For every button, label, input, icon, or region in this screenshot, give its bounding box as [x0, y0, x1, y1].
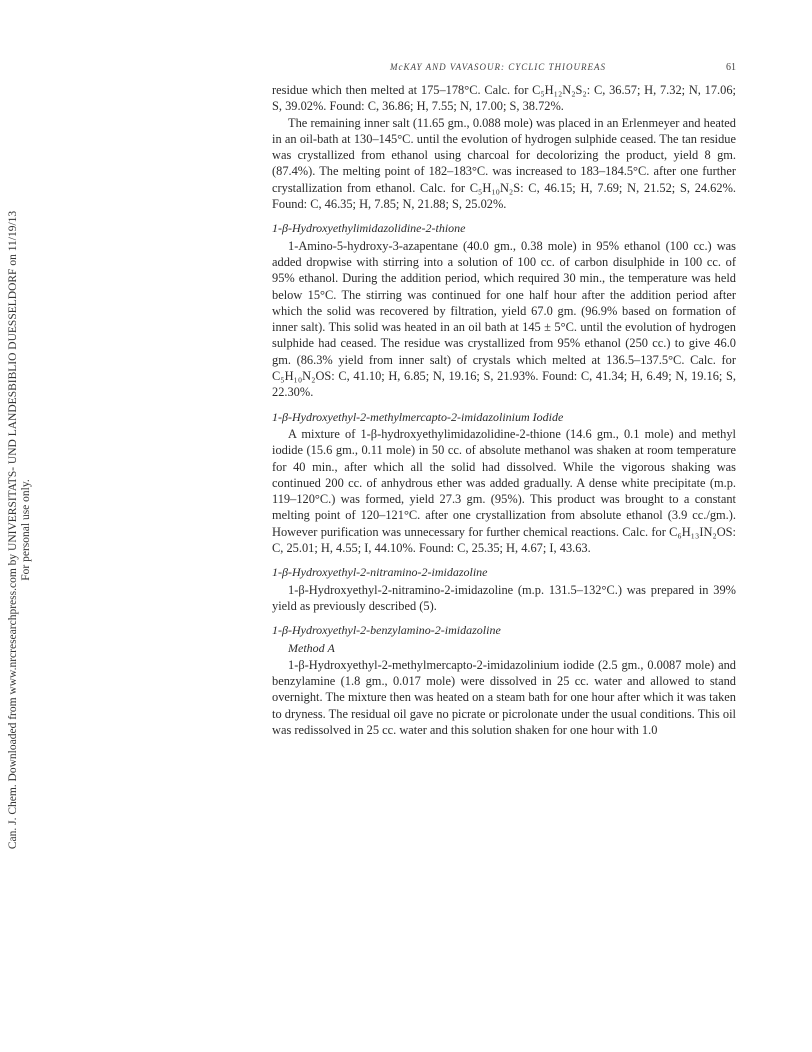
paragraph-nitramino: 1-β-Hydroxyethyl-2-nitramino-2-imidazoline (m.p. 131.5–132°C.) was prepared in 39% yield as previously described (5). — [272, 582, 736, 613]
watermark-text — [7, 211, 33, 849]
article-body — [272, 82, 736, 738]
page-number: 61 — [726, 62, 736, 73]
section-heading-thione: 1-β-Hydroxyethylimidazolidine-2-thione — [272, 221, 466, 236]
running-head: McKAY AND VAVASOUR: CYCLIC THIOUREAS — [390, 62, 607, 72]
method-heading: Method A — [288, 640, 335, 655]
paragraph-inner-salt: The remaining inner salt (11.65 gm., 0.088 mole) was placed in an Erlenmeyer and heated in an oil-bath at 130–145°C. until the evolution of hydrogen sulphide ceased. The tan residue was crystallized from ethanol using charcoal for decolorizing the product, yield 8 gm. (87.4%). The melting point of 182–183°C. was increased to 183–184.5°C. after one further crystallization from ethanol. Calc. for C₅H₁₀N₂S: C, 46.15; H, 7.69; N, 21.52; S, 24.62%. Found: C, 46.35; H, 7.85; N, 21.88; S, 25.02%. — [272, 115, 736, 212]
section-heading-nitramino: 1-β-Hydroxyethyl-2-nitramino-2-imidazoline — [272, 565, 488, 580]
section-heading-benzylamino: 1-β-Hydroxyethyl-2-benzylamino-2-imidazoline — [272, 623, 501, 638]
section-heading-iodide: 1-β-Hydroxyethyl-2-methylmercapto-2-imidazolinium Iodide — [272, 409, 564, 424]
paragraph-method-a: 1-β-Hydroxyethyl-2-methylmercapto-2-imidazolinium iodide (2.5 gm., 0.0087 mole) and benzylamine (1.8 gm., 0.017 mole) were dissolved in 25 cc. water and allowed to stand overnight. The mixture then was heated on a steam bath for one hour after which it was taken to dryness. The residual oil gave no picrate or picrolonate under the usual conditions. This oil was redissolved in 25 cc. water and this solution shaken for one hour with 1.0 — [272, 657, 736, 737]
paragraph-thione-synthesis: 1-Amino-5-hydroxy-3-azapentane (40.0 gm., 0.38 mole) in 95% ethanol (100 cc.) was added dropwise with stirring into a solution of 100 cc. of carbon disulphide in 100 cc. of 95% ethanol. During the addition period, which required 30 min., the temperature was held below 15°C. The stirring was continued for one half hour after the addition period after which the solid was recovered by filtration, yield 67.0 gm. (96.9% based on formation of inner salt). This solid was heated in an oil bath at 145 ± 5°C. until the evolution of hydrogen sulphide had ceased. The residue was crystallized from 95% ethanol (250 cc.) to give 46.0 gm. (86.3% yield from inner salt) of crystals which melted at 136.5–137.5°C. Calc. for C₅H₁₀N₂OS: C, 41.10; H, 6.85; N, 19.16; S, 21.93%. Found: C, 41.34; H, 6.49; N, 19.16; S, 22.30%. — [272, 238, 736, 400]
paragraph-continuation: residue which then melted at 175–178°C. Calc. for C₅H₁₂N₂S₂: C, 36.57; H, 7.32; N, 17.06; S, 39.02%. Found: C, 36.86; H, 7.55; N, 17.00; S, 38.72%. — [272, 83, 736, 114]
watermark-line-source: Can. J. Chem. Downloaded from www.nrcresearchpress.com by UNIVERSITATS- UND LANDESBIBLIO DUESSELDORF on 11/19/13 — [7, 210, 19, 850]
paragraph-iodide-synthesis: A mixture of 1-β-hydroxyethylimidazolidine-2-thione (14.6 gm., 0.1 mole) and methyl iodide (15.6 gm., 0.11 mole) in 50 cc. of absolute methanol was shaken at room temperature for 40 min., after which all the solid had dissolved. While the vigorous shaking was continued 200 cc. of anhydrous ether was added gradually. A dense white precipitate (m.p. 119–120°C.) was formed, yield 27.3 gm. (95%). This product was brought to a constant melting point of 120–121°C. after one crystallization from absolute ethanol (3.9 cc./gm.). However purification was unnecessary for further chemical reactions. Calc. for C₆H₁₃IN₂OS: C, 25.01; H, 4.55; I, 44.10%. Found: C, 25.35; H, 4.67; I, 43.63. — [272, 426, 736, 556]
download-watermark — [0, 0, 36, 1052]
watermark-line-usage: For personal use only. — [20, 479, 32, 581]
page-header — [272, 62, 736, 78]
